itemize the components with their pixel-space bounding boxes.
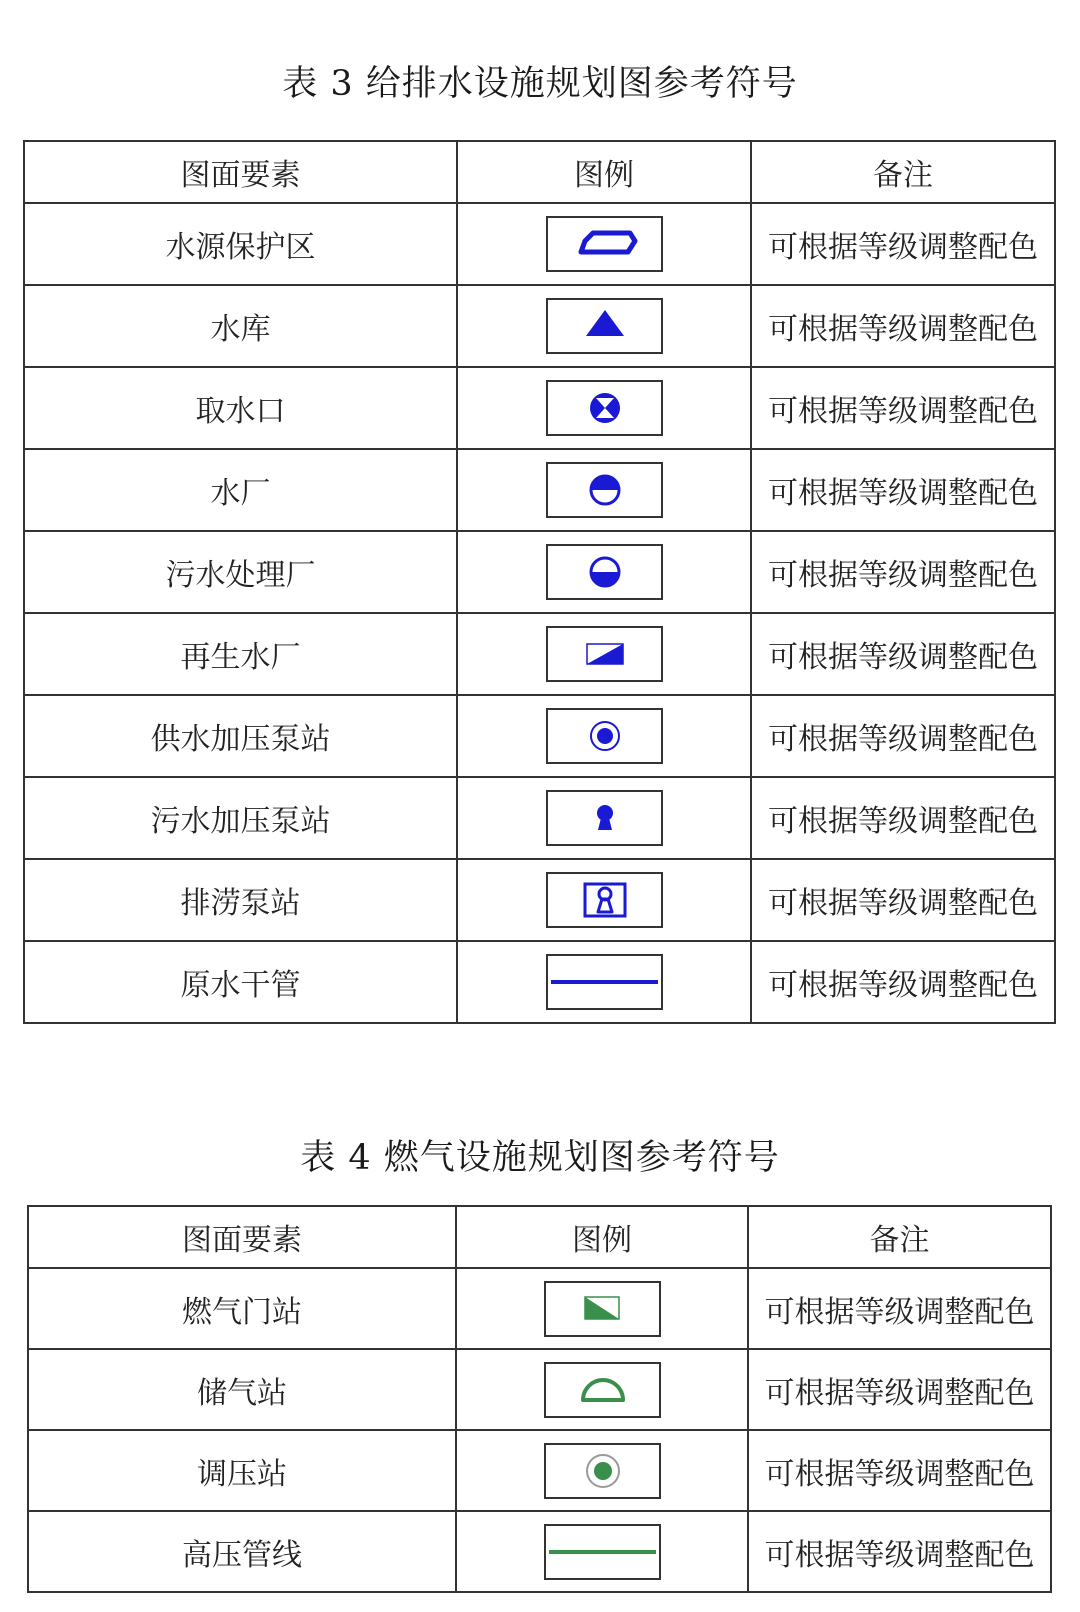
table-row bbox=[24, 367, 1055, 449]
table3-title: 表 3 给排水设施规划图参考符号 bbox=[282, 64, 798, 104]
note-cell: 可根据等级调整配色 bbox=[751, 695, 1055, 777]
note-cell: 可根据等级调整配色 bbox=[751, 449, 1055, 531]
note-cell: 可根据等级调整配色 bbox=[751, 777, 1055, 859]
legend-cell bbox=[456, 1268, 748, 1349]
header-note: 备注 bbox=[751, 141, 1055, 203]
triangle-filled-icon bbox=[548, 300, 661, 352]
circle-hourglass-icon bbox=[548, 382, 661, 434]
legend-cell bbox=[457, 941, 751, 1023]
element-cell: 污水加压泵站 bbox=[24, 777, 457, 859]
diagonal-half-rect-icon bbox=[546, 1283, 659, 1335]
table-row bbox=[24, 613, 1055, 695]
framed-pin-icon bbox=[548, 874, 661, 926]
element-cell: 原水干管 bbox=[24, 941, 457, 1023]
legend-cell bbox=[457, 859, 751, 941]
table-row bbox=[24, 941, 1055, 1023]
table-header-row bbox=[28, 1206, 1051, 1268]
note-cell: 可根据等级调整配色 bbox=[748, 1511, 1051, 1592]
dot-in-circle-icon bbox=[548, 710, 661, 762]
note-cell: 可根据等级调整配色 bbox=[748, 1430, 1051, 1511]
dot-in-circle-icon bbox=[546, 1445, 659, 1497]
legend-cell bbox=[456, 1349, 748, 1430]
pin-marker-icon bbox=[548, 792, 661, 844]
table-row bbox=[24, 285, 1055, 367]
header-legend: 图例 bbox=[456, 1206, 748, 1268]
element-cell: 取水口 bbox=[24, 367, 457, 449]
table4-title: 表 4 燃气设施规划图参考符号 bbox=[300, 1138, 780, 1178]
legend-cell bbox=[457, 203, 751, 285]
table-row bbox=[24, 859, 1055, 941]
element-cell: 水源保护区 bbox=[24, 203, 457, 285]
note-cell: 可根据等级调整配色 bbox=[751, 285, 1055, 367]
element-cell: 储气站 bbox=[28, 1349, 456, 1430]
half-filled-circle-bottom-icon bbox=[548, 546, 661, 598]
header-element: 图面要素 bbox=[24, 141, 457, 203]
header-note: 备注 bbox=[748, 1206, 1051, 1268]
legend-cell bbox=[457, 531, 751, 613]
gas-facilities-symbol-table bbox=[27, 1205, 1052, 1593]
hexagon-outline-icon bbox=[548, 218, 661, 270]
header-element: 图面要素 bbox=[28, 1206, 456, 1268]
thick-line-icon bbox=[548, 956, 661, 1008]
note-cell: 可根据等级调整配色 bbox=[751, 613, 1055, 695]
table-row bbox=[28, 1268, 1051, 1349]
note-cell: 可根据等级调整配色 bbox=[751, 941, 1055, 1023]
water-facilities-symbol-table bbox=[23, 140, 1056, 1024]
note-cell: 可根据等级调整配色 bbox=[748, 1268, 1051, 1349]
element-cell: 燃气门站 bbox=[28, 1268, 456, 1349]
legend-cell bbox=[457, 285, 751, 367]
element-cell: 水库 bbox=[24, 285, 457, 367]
note-cell: 可根据等级调整配色 bbox=[751, 859, 1055, 941]
element-cell: 供水加压泵站 bbox=[24, 695, 457, 777]
note-cell: 可根据等级调整配色 bbox=[751, 367, 1055, 449]
legend-cell bbox=[457, 367, 751, 449]
element-cell: 排涝泵站 bbox=[24, 859, 457, 941]
semicircle-outline-icon bbox=[546, 1364, 659, 1416]
note-cell: 可根据等级调整配色 bbox=[751, 531, 1055, 613]
diagonal-filled-rect-icon bbox=[548, 628, 661, 680]
legend-cell bbox=[457, 695, 751, 777]
table-row bbox=[28, 1430, 1051, 1511]
legend-cell bbox=[457, 613, 751, 695]
table-row bbox=[28, 1349, 1051, 1430]
note-cell: 可根据等级调整配色 bbox=[751, 203, 1055, 285]
header-legend: 图例 bbox=[457, 141, 751, 203]
table-row bbox=[24, 777, 1055, 859]
table-row bbox=[24, 695, 1055, 777]
legend-cell bbox=[456, 1430, 748, 1511]
note-cell: 可根据等级调整配色 bbox=[748, 1349, 1051, 1430]
element-cell: 污水处理厂 bbox=[24, 531, 457, 613]
legend-cell bbox=[457, 449, 751, 531]
table-row bbox=[28, 1511, 1051, 1592]
table-row bbox=[24, 449, 1055, 531]
table-row bbox=[24, 203, 1055, 285]
element-cell: 高压管线 bbox=[28, 1511, 456, 1592]
element-cell: 再生水厂 bbox=[24, 613, 457, 695]
element-cell: 水厂 bbox=[24, 449, 457, 531]
legend-cell bbox=[456, 1511, 748, 1592]
table-row bbox=[24, 531, 1055, 613]
legend-cell bbox=[457, 777, 751, 859]
thick-line-icon bbox=[546, 1526, 659, 1578]
half-filled-circle-top-icon bbox=[548, 464, 661, 516]
element-cell: 调压站 bbox=[28, 1430, 456, 1511]
table-header-row bbox=[24, 141, 1055, 203]
